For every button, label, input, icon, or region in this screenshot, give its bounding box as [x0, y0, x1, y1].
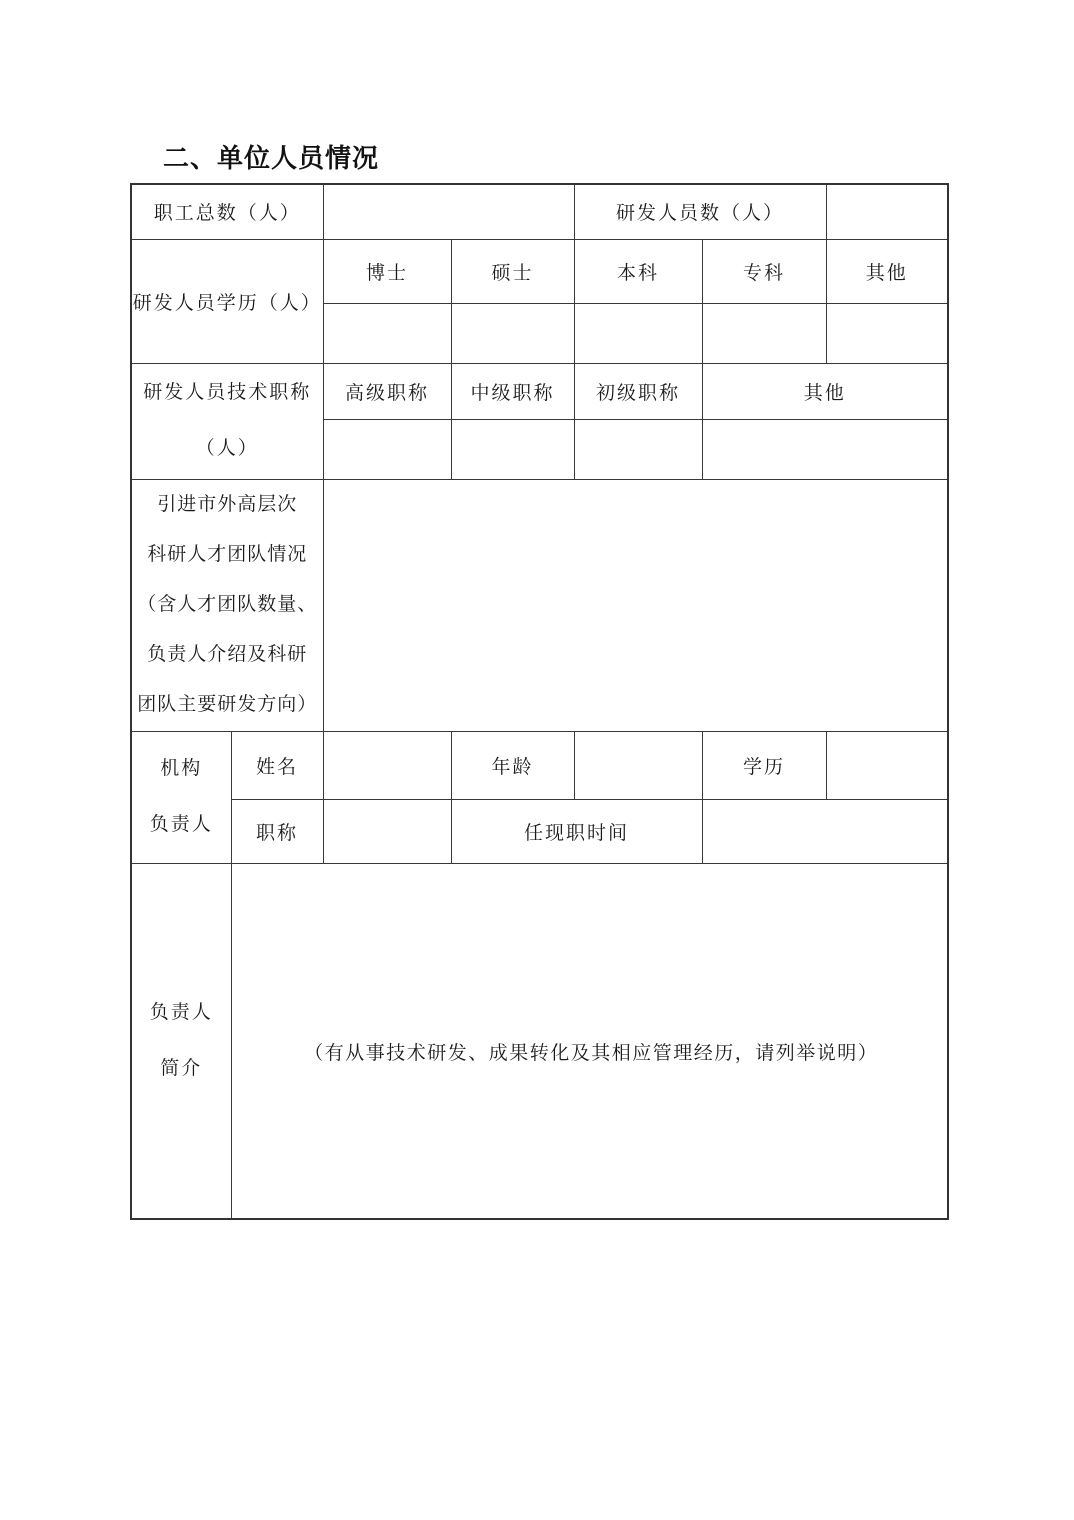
talent-team-label [131, 479, 323, 731]
leader-tenure-value-cell[interactable] [702, 799, 948, 863]
tech-title-value-cell[interactable] [323, 419, 451, 479]
table-row [131, 184, 948, 239]
tech-title-header-intermediate: 中级职称 [451, 363, 574, 419]
leader-age-value-cell[interactable] [574, 731, 702, 799]
education-header-master: 硕士 [451, 239, 574, 303]
profile-label-line: 简介 [160, 1057, 203, 1079]
staff-total-label: 职工总数（人） [131, 184, 323, 239]
profile-content-cell[interactable] [231, 863, 948, 1219]
rd-count-value-cell[interactable] [826, 184, 948, 239]
talent-team-label-line: 引进市外高层次 [157, 494, 298, 515]
talent-team-label-line: 科研人才团队情况 [147, 544, 308, 565]
education-value-cell[interactable] [574, 303, 702, 363]
talent-team-label-line: （含人才团队数量、 [137, 594, 318, 615]
table-row [131, 479, 948, 731]
table-row [131, 363, 948, 419]
education-label: 研发人员学历（人） [131, 239, 323, 363]
education-header-doctor: 博士 [323, 239, 451, 303]
tech-title-header-junior: 初级职称 [574, 363, 702, 419]
tech-title-value-cell[interactable] [451, 419, 574, 479]
tech-title-header-senior: 高级职称 [323, 363, 451, 419]
page-title: 二、单位人员情况 [163, 143, 380, 173]
leader-age-label: 年龄 [451, 731, 574, 799]
table-row [131, 863, 948, 1219]
leader-label-line: 机构 [160, 758, 203, 779]
tech-title-label-line: （人） [195, 438, 259, 459]
personnel-table [130, 183, 949, 1220]
profile-label [131, 863, 231, 1219]
table-row [131, 799, 948, 863]
leader-name-label: 姓名 [231, 731, 323, 799]
tech-title-value-cell[interactable] [574, 419, 702, 479]
leader-label [131, 731, 231, 863]
table-row [131, 731, 948, 799]
tech-title-label-line: 研发人员技术职称 [143, 382, 312, 403]
staff-total-value-cell[interactable] [323, 184, 574, 239]
education-value-cell[interactable] [826, 303, 948, 363]
education-value-cell[interactable] [451, 303, 574, 363]
education-value-cell[interactable] [702, 303, 826, 363]
education-header-bachelor: 本科 [574, 239, 702, 303]
leader-tenure-label: 任现职时间 [451, 799, 702, 863]
leader-label-line: 负责人 [149, 814, 213, 835]
tech-title-header-other: 其他 [702, 363, 948, 419]
talent-team-content-cell[interactable] [323, 479, 948, 731]
education-value-cell[interactable] [323, 303, 451, 363]
rd-count-label: 研发人员数（人） [574, 184, 826, 239]
education-header-other: 其他 [826, 239, 948, 303]
talent-team-label-line: 负责人介绍及科研 [147, 644, 308, 665]
leader-education-value-cell[interactable] [826, 731, 948, 799]
table-row [131, 239, 948, 303]
leader-education-label: 学历 [702, 731, 826, 799]
leader-title-label: 职称 [231, 799, 323, 863]
tech-title-value-cell[interactable] [702, 419, 948, 479]
profile-label-line: 负责人 [149, 1001, 213, 1023]
leader-name-value-cell[interactable] [323, 731, 451, 799]
education-header-associate: 专科 [702, 239, 826, 303]
profile-hint: （有从事技术研发、成果转化及其相应管理经历，请列举说明） [304, 1042, 879, 1064]
talent-team-label-line: 团队主要研发方向） [137, 694, 318, 715]
leader-title-value-cell[interactable] [323, 799, 451, 863]
tech-title-label [131, 363, 323, 479]
